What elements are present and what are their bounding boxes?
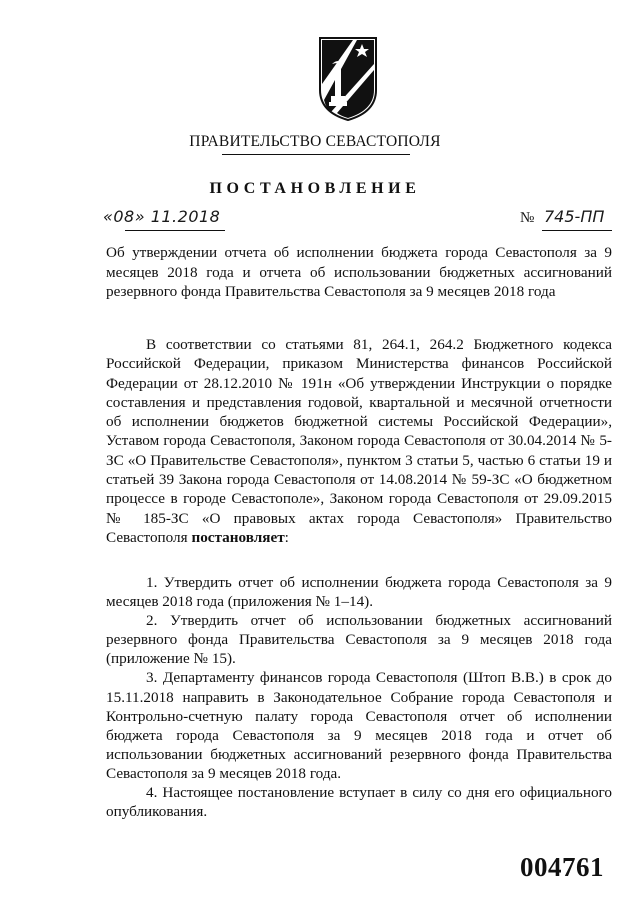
preamble-tail: : — [284, 528, 289, 546]
handwritten-number: 745-ПП — [544, 207, 605, 226]
preamble-text: В соответствии со статьями 81, 264.1, 264.2 Бюджетного кодекса Российской Федерации, приказом Министерства финансов Российской Федерации от 28.12.2010 № 191н «Об утверждении Инструкции о порядке составления и представления годовой, квартальной и месячной отчетности об исполнении бюджетов бюджетной системы Российской Федерации», Уставом города Севастополя, Законом города Севастополя от 30.04.2014 № 5-ЗС «О Правительстве Севастополя», пунктом 3 статьи 5, частью 6 статьи 19 и статьей 39 Закона города Севастополя от 14.08.2014 № 59-ЗС «О бюджетном процессе в городе Севастополе», Законом города Севастополя от 29.09.2015 № 185-ЗС «О правовых актах города Севастополя» Правительство Севастополя — [106, 336, 612, 546]
document-type-heading: ПОСТАНОВЛЕНИЕ — [209, 180, 421, 197]
handwritten-date: «08» 11.2018 — [103, 207, 221, 226]
date-underline — [125, 230, 225, 231]
preamble-verb: постановляет — [191, 528, 285, 546]
number-sign: № — [520, 210, 535, 226]
coat-of-arms-icon — [317, 36, 379, 122]
resolution-item: 3. Департаменту финансов города Севастополя (Штоп В.В.) в срок до 15.11.2018 направить в Законодательное Собрание города Севастополя и Контрольно-счетную палату города Севастополя отчет об исполнении бюджета города Севастополя за 9 месяцев 2018 года и отчет об использовании бюджетных ассигнований резервного фонда Правительства Севастополя за 9 месяцев 2018 года. — [106, 669, 612, 782]
serial-number-stamp: 004761 — [520, 852, 604, 882]
document-number — [520, 207, 612, 235]
document-subject: Об утверждении отчета об исполнении бюджета города Севастополя за 9 месяцев 2018 года и отчета об использовании бюджетных ассигнований резервного фонда Правительства Севастополя за 9 месяцев 2018 года — [106, 244, 612, 301]
resolution-item: 4. Настоящее постановление вступает в силу со дня его официального опубликования. — [106, 784, 612, 821]
resolution-item: 1. Утвердить отчет об исполнении бюджета города Севастополя за 9 месяцев 2018 года (приложения № 1–14). — [106, 574, 612, 611]
document-date — [103, 207, 225, 235]
title-underline — [222, 154, 410, 155]
organization-title: ПРАВИТЕЛЬСТВО СЕВАСТОПОЛЯ — [189, 133, 441, 150]
preamble-paragraph — [106, 335, 612, 547]
resolution-items — [106, 573, 612, 821]
number-underline — [542, 230, 612, 231]
resolution-item: 2. Утвердить отчет об использовании бюджетных ассигнований резервного фонда Правительства Севастополя за 9 месяцев 2018 года (приложение № 15). — [106, 612, 612, 668]
